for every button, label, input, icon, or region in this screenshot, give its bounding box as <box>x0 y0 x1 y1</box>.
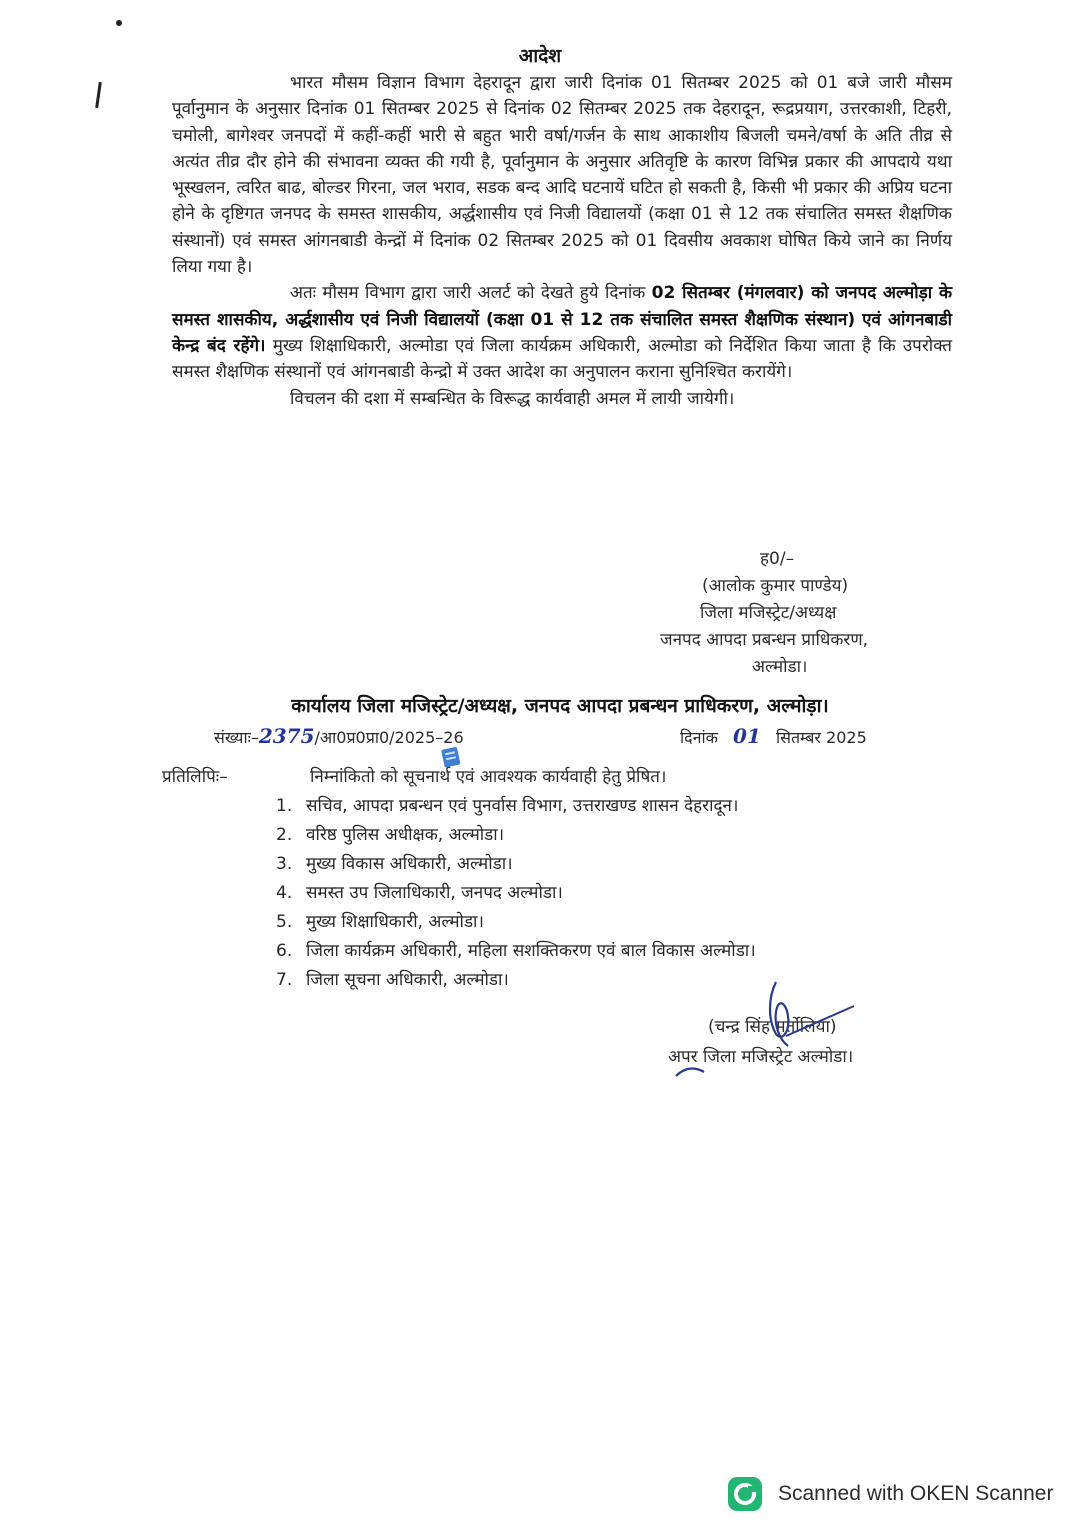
order-paragraph-1: भारत मौसम विज्ञान विभाग देहरादून द्वारा जारी दिनांक 01 सितम्बर 2025 को 01 बजे जारी मौसम पूर्वानुमान के अनुसार दिनांक 01 सितम्बर 2025 से दिनांक 02 सितम्बर 2025 तक देहरादून, रूद्रप्रयाग, उत्तरकाशी, टिहरी, चमोली, बागेश्वर जनपदों में कहीं-कहीं भारी से बहुत भारी वर्षा/गर्जन के साथ आकाशीय बिजली चमने/वर्षा के अति तीव्र से अत्यंत तीव्र दौर होने की संभावना व्यक्त की गयी है, पूर्वानुमान के अनुसार अतिवृष्टि के कारण विभिन्न प्रकार की आपदाये यथा भूस्खलन, त्वरित बाढ, बोल्डर गिरना, जल भराव, सडक बन्द आदि घटनायें घटित हो सकती है, किसी भी प्रकार की अप्रिय घटना होने के दृष्टिगत जनपद के समस्त शासकीय, अर्द्धशासीय एवं निजी विद्यालयों (कक्षा 01 से 12 तक संचालित समस्त शैक्षणिक संस्थानों) एवं समस्त आंगनबाडी केन्द्रों में दिनांक 02 सितम्बर 2025 को 01 दिवसीय अवकाश घोषित किये जाने का निर्णय लिया गया है। <box>172 73 952 278</box>
recipient-number: 2. <box>276 825 293 845</box>
list-item <box>276 821 956 850</box>
sd-mark: ह0/– <box>760 549 795 569</box>
signatory-name: (आलोक कुमार पाण्डेय) <box>702 576 849 596</box>
reference-suffix: /आ0प्र0प्रा0/2025–26 <box>314 728 464 747</box>
scan-speck <box>116 20 122 26</box>
list-item <box>276 850 956 879</box>
recipient-text: वरिष्ठ पुलिस अधीक्षक, अल्मोडा। <box>306 825 505 845</box>
date-month-year: सितम्बर 2025 <box>775 728 867 747</box>
recipient-text: जिला सूचना अधिकारी, अल्मोडा। <box>306 970 509 990</box>
adm-designation: अपर जिला मजिस्ट्रेट अल्मोडा। <box>668 1047 854 1067</box>
order-paragraph-2-bold: 02 सितम्बर (मंगलवार) को जनपद अल्मोड़ा के समस्त शासकीय, अर्द्धशासीय एवं निजी विद्यालयों (कक्षा 01 से 12 तक संचालित समस्त शैक्षणिक संस्थान) एवं आंगनबाडी केन्द्र बंद रहेंगे। <box>172 283 952 356</box>
recipient-text: समस्त उप जिलाधिकारी, जनपद अल्मोडा। <box>306 883 563 903</box>
reference-date <box>680 724 867 748</box>
signatory-authority: जनपद आपदा प्रबन्धन प्राधिकरण, <box>660 630 869 650</box>
order-paragraph-2 <box>172 280 952 385</box>
recipient-number: 6. <box>276 941 293 961</box>
order-title: आदेश <box>518 45 562 67</box>
signatory-designation: जिला मजिस्ट्रेट/अध्यक्ष <box>700 603 837 623</box>
copy-label: प्रतिलिपिः– <box>162 767 228 787</box>
adm-name: (चन्द्र सिंह मर्तोलिया) <box>708 1017 837 1037</box>
copy-intro: निम्नांकितो को सूचनार्थ एवं आवश्यक कार्यवाही हेतु प्रेषित। <box>310 767 667 787</box>
order-body <box>172 70 952 412</box>
order-paragraph-3: विचलन की दशा में सम्बन्धित के विरूद्ध कार्यवाही अमल में लायी जायेगी। <box>290 388 735 409</box>
recipient-number: 1. <box>276 796 293 816</box>
recipient-text: मुख्य शिक्षाधिकारी, अल्मोडा। <box>306 912 484 932</box>
office-heading: कार्यालय जिला मजिस्ट्रेट/अध्यक्ष, जनपद आपदा प्रबन्धन प्राधिकरण, अल्मोड़ा। <box>291 695 829 717</box>
list-item <box>276 937 956 966</box>
handwritten-signature <box>664 976 874 1086</box>
reference-row <box>214 724 914 752</box>
date-handwritten-day: 01 <box>733 724 761 748</box>
list-item <box>276 792 956 821</box>
reference-number <box>214 724 464 748</box>
scanner-watermark <box>722 1470 1072 1518</box>
oken-scanner-logo-icon <box>728 1477 762 1511</box>
list-item <box>276 908 956 937</box>
recipient-text: मुख्य विकास अधिकारी, अल्मोडा। <box>306 854 513 874</box>
list-item <box>276 879 956 908</box>
recipient-number: 4. <box>276 883 293 903</box>
date-label: दिनांक <box>680 728 718 747</box>
recipient-number: 7. <box>276 970 293 990</box>
dm-signature-block <box>630 546 960 681</box>
reference-label: संख्याः– <box>214 728 259 747</box>
order-paragraph-2-rest: मुख्य शिक्षाधिकारी, अल्मोडा एवं जिला कार्यक्रम अधिकारी, अल्मोडा को निर्देशित किया जाता है कि उपरोक्त समस्त शैक्षणिक संस्थानों एवं आंगनबाडी केन्द्रो में उक्त आदेश का अनुपालन कराना सुनिश्चित करायेंगे। <box>172 335 952 383</box>
recipient-number: 5. <box>276 912 293 932</box>
reference-handwritten-number: 2375 <box>258 724 315 748</box>
scanner-label: Scanned with OKEN Scanner <box>778 1482 1054 1505</box>
recipient-text: सचिव, आपदा प्रबन्धन एवं पुनर्वास विभाग, उत्तराखण्ड शासन देहरादून। <box>306 796 739 816</box>
signatory-place: अल्मोडा। <box>752 657 808 677</box>
recipient-list <box>276 792 956 995</box>
recipient-number: 3. <box>276 854 293 874</box>
order-paragraph-2-lead: अतः मौसम विभाग द्वारा जारी अलर्ट को देखते हुये दिनांक <box>290 283 646 304</box>
scan-mark <box>95 82 102 108</box>
recipient-text: जिला कार्यक्रम अधिकारी, महिला सशक्तिकरण एवं बाल विकास अल्मोडा। <box>306 941 756 961</box>
